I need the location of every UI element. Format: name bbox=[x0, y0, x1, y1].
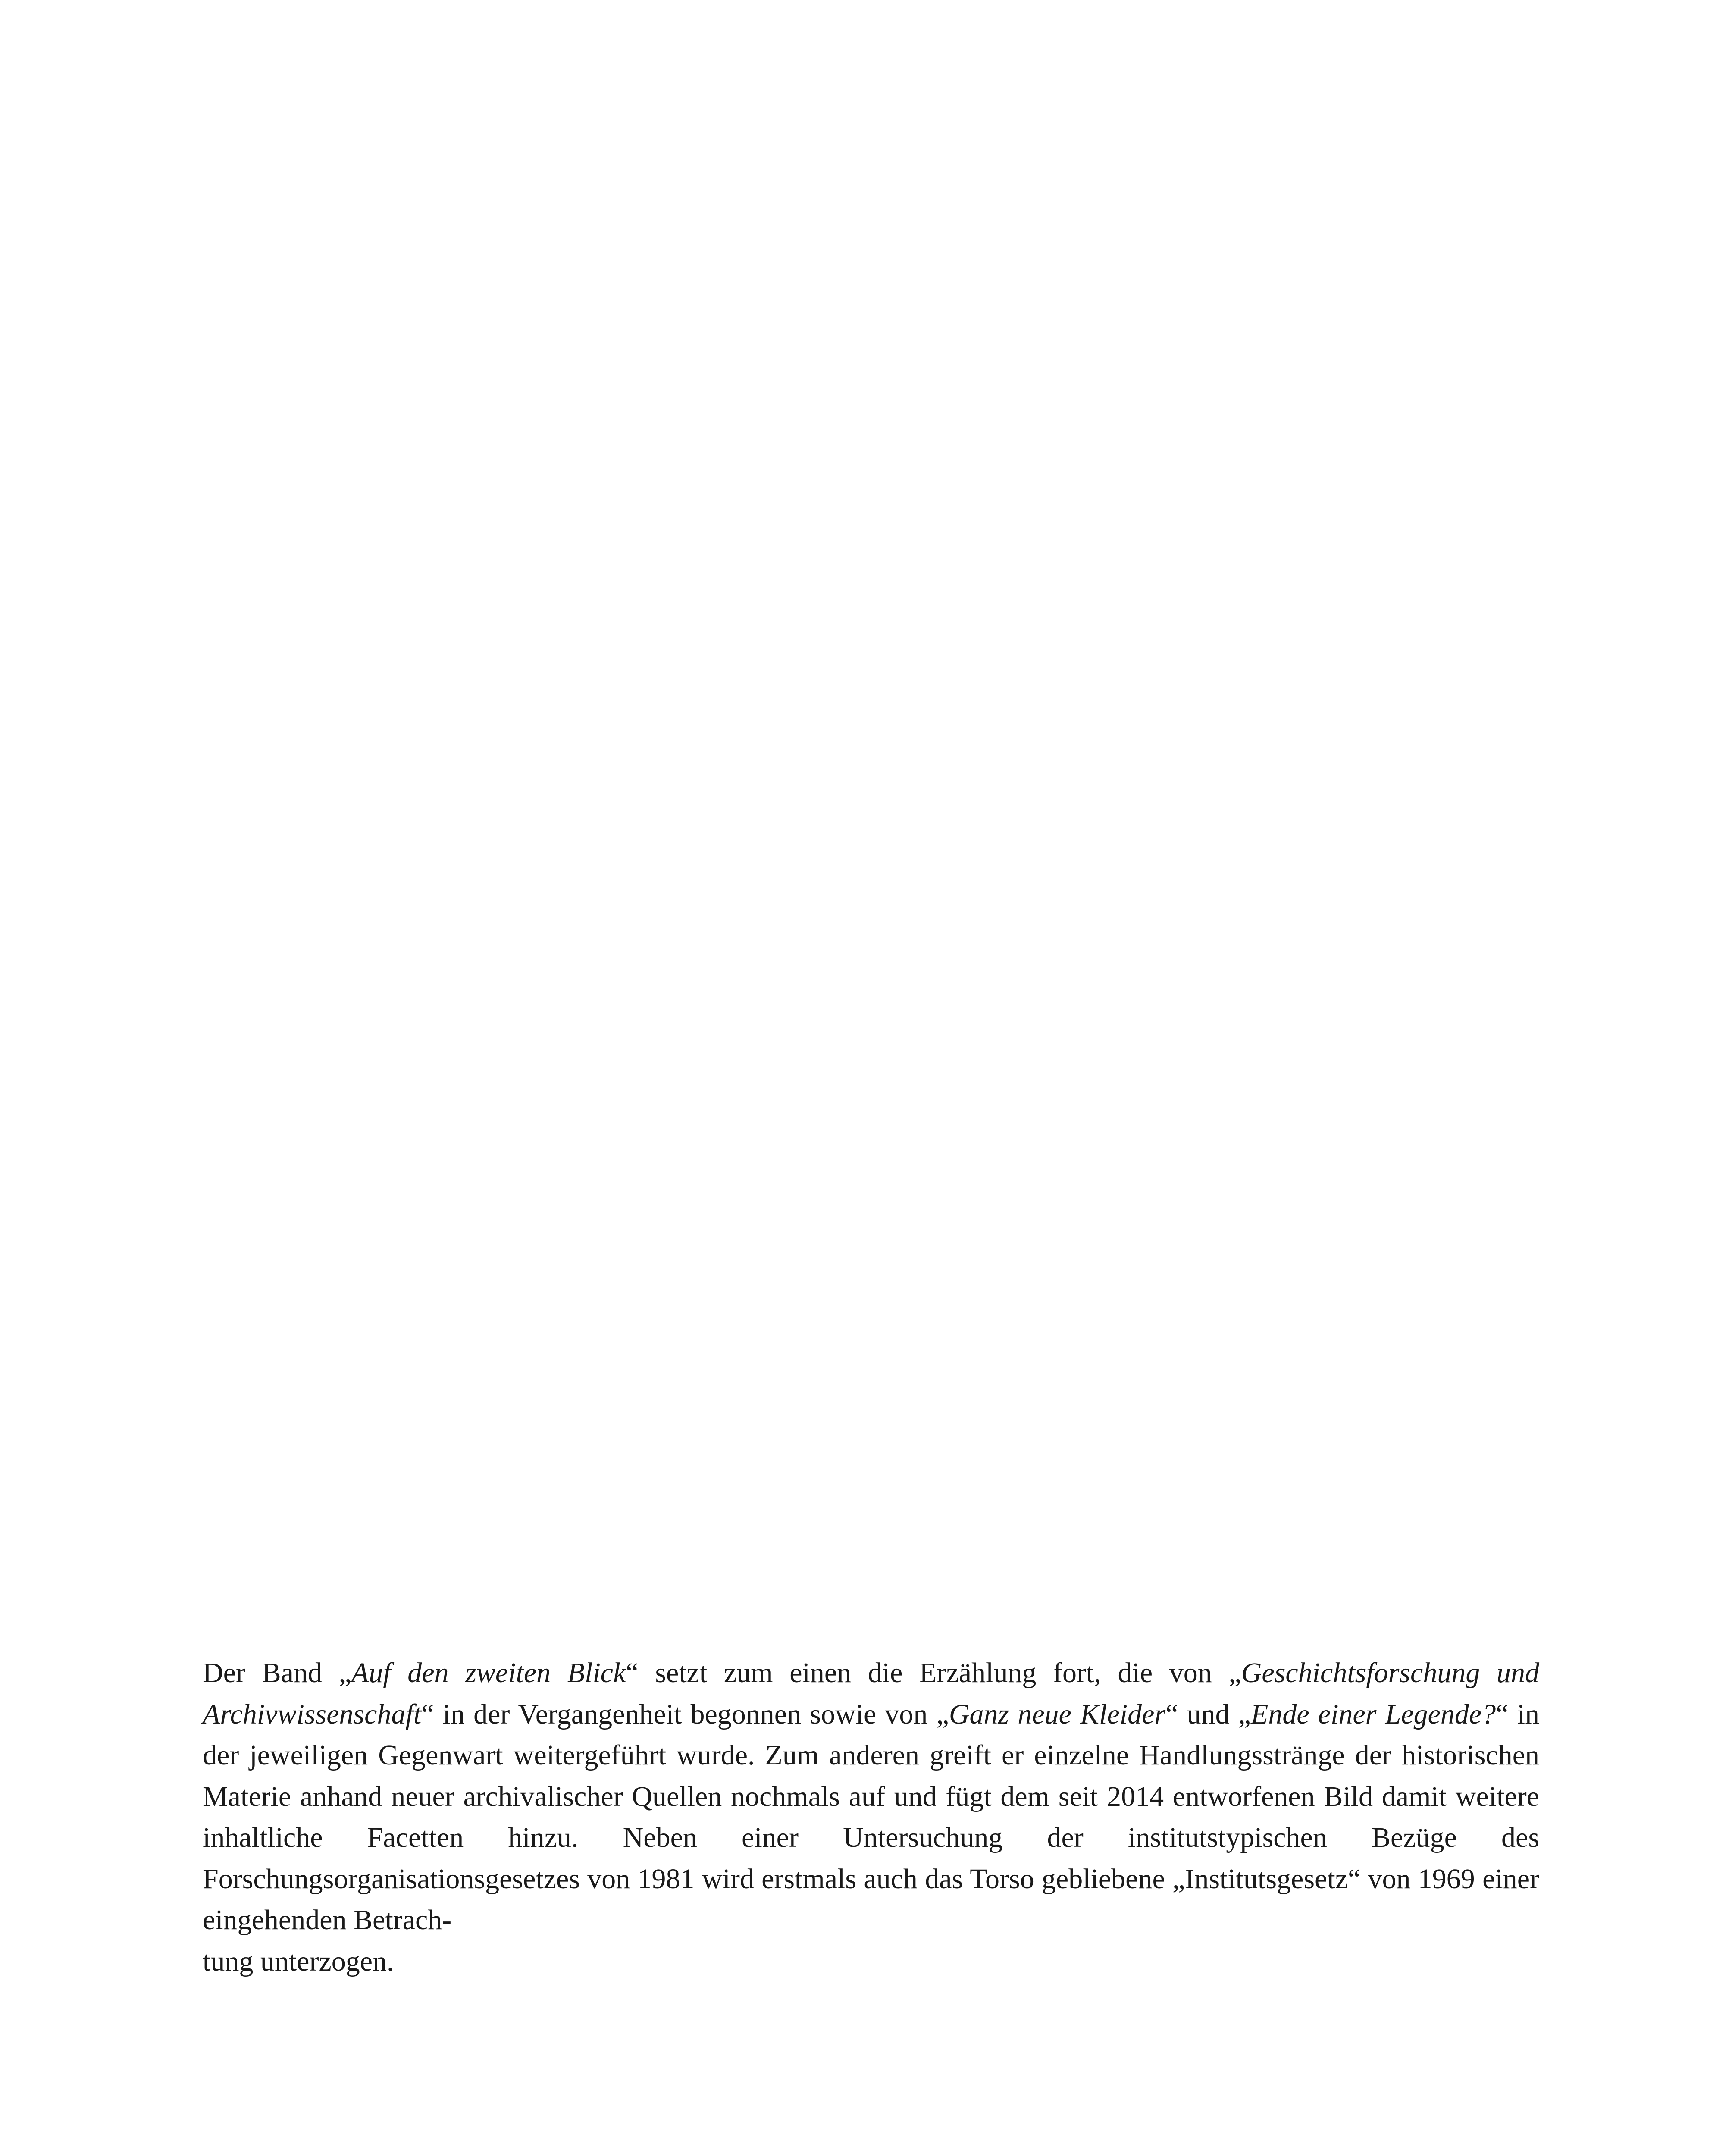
text-segment: “ in der jeweiligen Gegenwart weitergeführt wurde. Zum anderen greift er einzelne Handlungsstränge der historischen Materie anhand neuer archivalischer Quellen nochmals auf und fügt dem seit 2014 entworfenen Bild damit weitere inhaltliche Facetten hinzu. Neben einer Untersuchung der institutstypischen Bezüge des Forschungsorganisationsgesetzes von 1981 wird erstmals auch das Torso gebliebene „Institutsgesetz“ von 1969 einer eingehenden Betrach bbox=[203, 1698, 1539, 1936]
book-title-ganz-neue-kleider: Ganz neue Kleider bbox=[949, 1698, 1166, 1730]
text-segment: tung unterzogen. bbox=[203, 1945, 394, 1977]
book-description-paragraph: Der Band „Auf den zweiten Blick“ setzt zum einen die Erzählung fort, die von „Geschichtsforschung und Archivwissenschaft“ in der Vergangenheit begonnen sowie von „Ganz neue Kleider“ und „Ende einer Legende?“ in der jeweiligen Gegenwart weitergeführt wurde. Zum anderen greift er einzelne Handlungsstränge der historischen Materie anhand neuer archivalischer Quellen nochmals auf und fügt dem seit 2014 entworfenen Bild damit weitere inhaltliche Facetten hinzu. Neben einer Untersuchung der institutstypischen Bezüge des Forschungsorganisationsgesetzes von 1981 wird erstmals auch das Torso gebliebene „Institutsgesetz“ von 1969 einer eingehenden Betrach- tung unterzogen. bbox=[203, 1657, 1540, 1977]
text-segment: “ setzt zum einen die Erzählung fort, die von „ bbox=[626, 1657, 1241, 1689]
text-segment: “ und „ bbox=[1165, 1698, 1251, 1730]
text-segment: “ in der Vergangenheit begonnen sowie von „ bbox=[421, 1698, 949, 1730]
book-title-ende-einer-legende: Ende einer Legende? bbox=[1251, 1698, 1496, 1730]
text-segment: Der Band „ bbox=[203, 1657, 351, 1689]
book-title-geschichtsforschung: Geschichtsforschung und Archivwissenschaft bbox=[203, 1657, 1540, 1730]
book-title-auf-den-zweiten-blick: Auf den zweiten Blick bbox=[351, 1657, 626, 1689]
